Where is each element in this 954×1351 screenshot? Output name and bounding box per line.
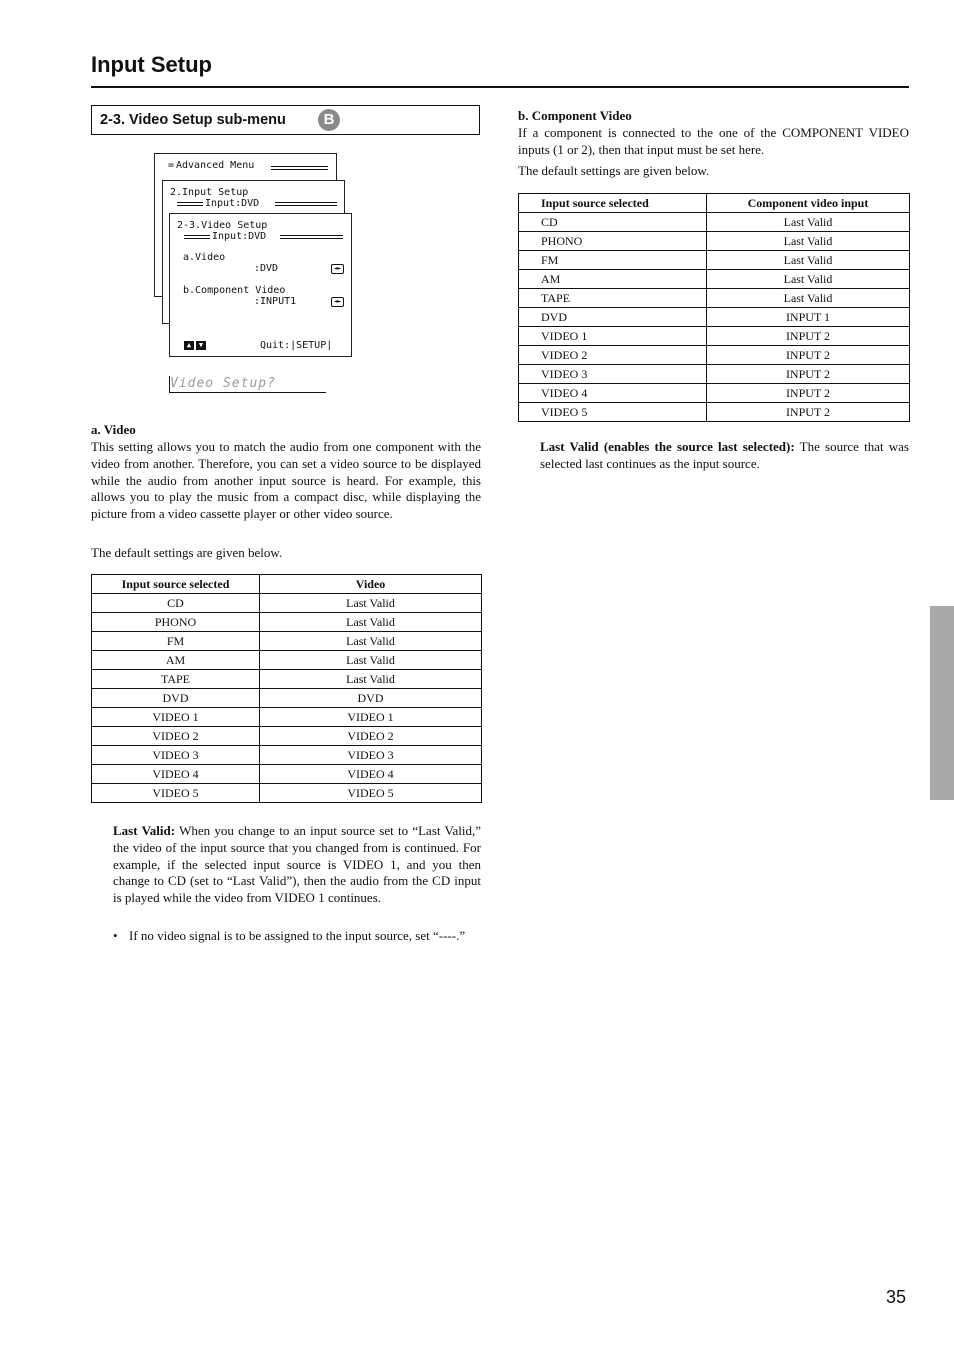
cell: VIDEO 1	[92, 708, 260, 727]
note-text: When you change to an input source set to “Last Valid,” the video of the input source that you changed from is continued. For example, if the selected input source is VIDEO 1, and you then change to CD (set to “Last Valid”), then the audio from the CD input is played while the video from VIDEO 1 continues.	[113, 823, 481, 906]
b-badge-icon: B	[318, 109, 340, 131]
cell: INPUT 2	[707, 327, 910, 346]
bullet-text: If no video signal is to be assigned to the input source, set “----.”	[129, 928, 466, 943]
cell: VIDEO 3	[519, 365, 707, 384]
cell: Last Valid	[707, 289, 910, 308]
video-default-table	[91, 574, 482, 803]
cell: AM	[92, 651, 260, 670]
table-row	[92, 670, 482, 689]
video-defaults: The default settings are given below.	[91, 545, 283, 560]
cell: FM	[92, 632, 260, 651]
table-header-row	[519, 194, 910, 213]
table-row	[519, 384, 910, 403]
page-title: Input Setup	[91, 52, 212, 77]
col-header: Input source selected	[92, 575, 260, 594]
video-paragraph: This setting allows you to match the audio from one component with the video from another. Therefore, you can set a video source to be displayed while the audio from another input source is heard. For example, this allows you to play the music from a compact disc, while displaying the picture from a video cassette player or other video source.	[91, 439, 481, 522]
table-row	[92, 613, 482, 632]
cell: VIDEO 5	[92, 784, 260, 803]
table-row	[519, 289, 910, 308]
osd-toggle-icon: ◄►	[331, 264, 344, 274]
cell: VIDEO 3	[260, 746, 482, 765]
cell: INPUT 1	[707, 308, 910, 327]
cell: Last Valid	[260, 613, 482, 632]
osd-rule	[177, 202, 203, 206]
osd-input-setup-sub: Input:DVD	[205, 198, 260, 209]
table-row	[519, 213, 910, 232]
col-header: Input source selected	[519, 194, 707, 213]
cell: DVD	[92, 689, 260, 708]
note-text: The source that was selected last continues as the input source.	[540, 439, 909, 471]
cell: Last Valid	[260, 594, 482, 613]
cell: INPUT 2	[707, 384, 910, 403]
cell: VIDEO 5	[260, 784, 482, 803]
osd-item-video-value: :DVD	[254, 263, 279, 274]
cell: AM	[519, 270, 707, 289]
cell: TAPE	[92, 670, 260, 689]
component-last-valid-note	[540, 439, 909, 473]
cell: CD	[519, 213, 707, 232]
table-header-row	[92, 575, 482, 594]
table-row	[519, 365, 910, 384]
cell: VIDEO 1	[260, 708, 482, 727]
cell: Last Valid	[707, 232, 910, 251]
col-header: Component video input	[707, 194, 910, 213]
cell: PHONO	[519, 232, 707, 251]
cell: VIDEO 2	[260, 727, 482, 746]
osd-item-component-value: :INPUT1	[254, 296, 297, 307]
osd-toggle-icon: ◄►	[331, 297, 344, 307]
osd-menu-icon: =	[168, 160, 175, 171]
osd-video-setup	[169, 213, 352, 357]
cell: VIDEO 1	[519, 327, 707, 346]
section-heading-box	[91, 105, 480, 135]
osd-advanced-menu-title: Advanced Menu	[176, 160, 255, 171]
col-header: Video	[260, 575, 482, 594]
table-row	[92, 594, 482, 613]
cell: VIDEO 3	[92, 746, 260, 765]
note-label: Last Valid:	[113, 823, 176, 838]
osd-video-setup-sub: Input:DVD	[212, 231, 267, 242]
cell: Last Valid	[260, 651, 482, 670]
cell: VIDEO 4	[519, 384, 707, 403]
cell: DVD	[260, 689, 482, 708]
table-row	[92, 651, 482, 670]
table-row	[519, 327, 910, 346]
table-row	[519, 308, 910, 327]
cell: Last Valid	[260, 632, 482, 651]
bullet-icon: •	[113, 928, 118, 943]
osd-item-video: a.Video	[183, 252, 226, 263]
osd-input-setup-title: 2.Input Setup	[170, 187, 249, 198]
osd-video-setup-title: 2-3.Video Setup	[177, 220, 268, 231]
table-row	[519, 270, 910, 289]
cell: VIDEO 5	[519, 403, 707, 422]
cell: INPUT 2	[707, 346, 910, 365]
table-row	[519, 346, 910, 365]
cell: Last Valid	[707, 251, 910, 270]
osd-quit: Quit:|SETUP|	[260, 340, 333, 351]
cell: TAPE	[519, 289, 707, 308]
cell: Last Valid	[707, 213, 910, 232]
osd-rule	[275, 202, 337, 206]
component-paragraph: If a component is connected to the one of the COMPONENT VIDEO inputs (1 or 2), then that input must be set here.	[518, 125, 909, 157]
cell: VIDEO 4	[260, 765, 482, 784]
cell: Last Valid	[707, 270, 910, 289]
table-row	[92, 689, 482, 708]
table-row	[92, 727, 482, 746]
cell: FM	[519, 251, 707, 270]
cell: DVD	[519, 308, 707, 327]
table-row	[92, 765, 482, 784]
section-heading: 2-3. Video Setup sub-menu	[100, 112, 286, 128]
component-default-table	[518, 193, 910, 422]
cell: CD	[92, 594, 260, 613]
video-last-valid-note	[113, 823, 481, 907]
osd-item-component: b.Component Video	[183, 285, 286, 296]
up-arrow-icon: ▲	[184, 341, 194, 350]
table-row	[92, 784, 482, 803]
table-row	[92, 746, 482, 765]
cell: INPUT 2	[707, 365, 910, 384]
video-bullet	[113, 928, 468, 945]
table-row	[519, 251, 910, 270]
video-heading: a. Video	[91, 422, 136, 437]
osd-rule	[280, 235, 343, 239]
cell: VIDEO 4	[92, 765, 260, 784]
lcd-display: Video Setup?	[170, 376, 276, 391]
osd-rule	[184, 235, 210, 239]
note-label: Last Valid (enables the source last selected):	[540, 439, 795, 454]
table-row	[519, 403, 910, 422]
title-rule	[91, 86, 909, 88]
cell: VIDEO 2	[519, 346, 707, 365]
component-defaults: The default settings are given below.	[518, 163, 710, 178]
osd-rule	[271, 166, 328, 170]
cell: INPUT 2	[707, 403, 910, 422]
cell: Last Valid	[260, 670, 482, 689]
table-row	[92, 632, 482, 651]
page-number: 35	[886, 1287, 907, 1307]
side-tab	[930, 606, 954, 800]
down-arrow-icon: ▼	[196, 341, 206, 350]
cell: VIDEO 2	[92, 727, 260, 746]
component-heading: b. Component Video	[518, 108, 632, 123]
cell: PHONO	[92, 613, 260, 632]
lcd-rule	[169, 392, 326, 393]
table-row	[519, 232, 910, 251]
table-row	[92, 708, 482, 727]
